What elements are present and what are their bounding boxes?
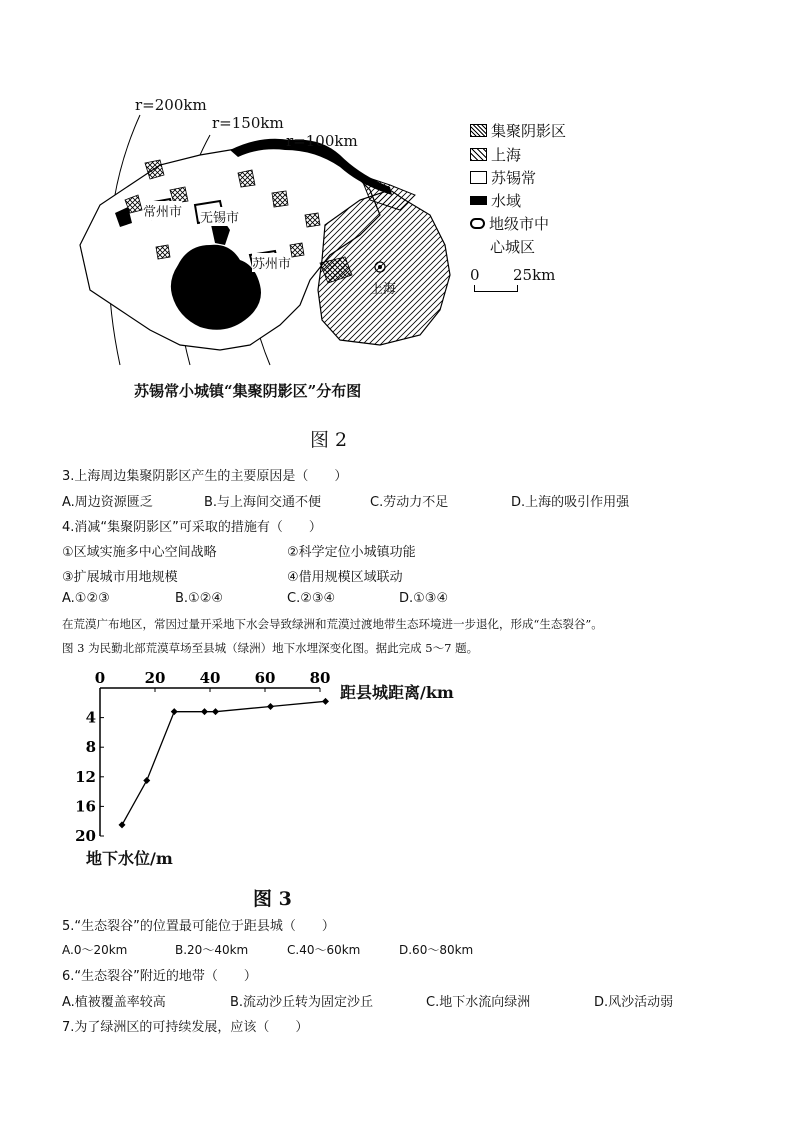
- figure-label: 图 2: [310, 429, 348, 451]
- q4-measure-4: ④借用规模区域联动: [287, 570, 403, 585]
- q4-measure-3: ③扩展城市用地规模: [62, 570, 178, 585]
- radius-label-150: r=150km: [212, 114, 284, 132]
- legend-label: 集聚阴影区: [491, 122, 567, 140]
- q6-option-d[interactable]: D.风沙活动弱: [594, 995, 674, 1010]
- data-point: [267, 703, 274, 710]
- legend-label: 地级市中: [489, 215, 550, 233]
- q3-option-b[interactable]: B.与上海间交通不便: [204, 495, 322, 510]
- blank-swatch: [470, 171, 487, 184]
- city-label-shanghai: 上海: [370, 282, 397, 297]
- city-label-changzhou: 常州市: [143, 201, 182, 220]
- radius-label-200: r=200km: [135, 96, 207, 114]
- y-tick-label: 12: [75, 767, 96, 786]
- chart-y-axis-label: 地下水位/m: [86, 849, 173, 868]
- q5-option-a[interactable]: A.0～20km: [62, 943, 128, 957]
- data-point: [143, 777, 150, 784]
- solid-swatch: [470, 196, 487, 205]
- x-tick-label: 40: [199, 669, 221, 687]
- question-3-stem: 3.上海周边集聚阴影区产生的主要原因是（ ）: [62, 469, 348, 484]
- data-point: [212, 708, 219, 715]
- question-5-stem: 5.“生态裂谷”的位置最可能位于距县城（ ）: [62, 919, 335, 934]
- y-tick-label: 16: [75, 797, 96, 816]
- y-tick-label: 20: [75, 827, 96, 845]
- y-tick-label: 4: [85, 708, 96, 727]
- legend-label: 苏锡常: [491, 169, 537, 187]
- q6-option-a[interactable]: A.植被覆盖率较高: [62, 995, 166, 1010]
- q6-option-c[interactable]: C.地下水流向绿洲: [426, 995, 531, 1010]
- city-label-suzhou: 苏州市: [252, 253, 291, 272]
- radius-label-100: r=100km: [286, 132, 358, 150]
- scale-bar-zero: 0: [470, 266, 480, 284]
- outline-swatch: [470, 218, 485, 229]
- question-4-stem: 4.消减“集聚阴影区”可采取的措施有（ ）: [62, 520, 322, 535]
- chart-x-axis-label: 距县城距离/km: [340, 683, 454, 702]
- chart-figure-label: 图 3: [253, 888, 292, 910]
- data-point: [322, 698, 329, 705]
- passage-line-1: 在荒漠广布地区，常因过量开采地下水会导致绿洲和荒漠过渡地带生态环境进一步退化，形成“生态裂谷”。: [62, 617, 603, 631]
- passage-line-2: 图 3 为民勤北部荒漠草场至县城（绿洲）地下水埋深变化图。据此完成 5～7 题。: [62, 641, 479, 655]
- q4-option-a[interactable]: A.①②③: [62, 591, 110, 606]
- legend-label: 水域: [491, 192, 522, 210]
- q3-option-c[interactable]: C.劳动力不足: [370, 495, 449, 510]
- diagonal-swatch: [470, 148, 487, 161]
- legend-label: 上海: [491, 146, 522, 164]
- scale-bar: [474, 285, 518, 292]
- x-tick-label: 60: [254, 669, 276, 687]
- depth-line: [122, 701, 326, 825]
- question-6-stem: 6.“生态裂谷”附近的地带（ ）: [62, 969, 257, 984]
- legend-item: [470, 144, 521, 165]
- y-tick-label: 8: [85, 738, 96, 757]
- q4-measure-2: ②科学定位小城镇功能: [287, 545, 416, 560]
- q3-option-a[interactable]: A.周边资源匮乏: [62, 495, 153, 510]
- legend-item: [490, 236, 535, 257]
- q4-option-d[interactable]: D.①③④: [399, 591, 449, 606]
- legend-item: [470, 120, 566, 141]
- data-point: [171, 708, 178, 715]
- agglomeration-shadow-map: [60, 95, 460, 375]
- legend-item: [470, 213, 549, 234]
- crosshatch-swatch: [470, 124, 487, 137]
- q5-option-c[interactable]: C.40～60km: [287, 943, 361, 957]
- q4-measure-1: ①区域实施多中心空间战略: [62, 545, 217, 560]
- q6-option-b[interactable]: B.流动沙丘转为固定沙丘: [230, 995, 374, 1010]
- scale-bar-distance: 25km: [513, 266, 556, 284]
- x-tick-label: 20: [144, 669, 166, 687]
- q5-option-d[interactable]: D.60～80km: [399, 943, 474, 957]
- data-point: [119, 821, 126, 828]
- question-7-stem: 7.为了绿洲区的可持续发展，应该（ ）: [62, 1020, 309, 1035]
- q4-option-c[interactable]: C.②③④: [287, 591, 336, 606]
- legend-item: [470, 167, 536, 188]
- legend-label: 心城区: [490, 238, 536, 256]
- x-tick-label: 0: [94, 669, 106, 687]
- q5-option-b[interactable]: B.20～40km: [175, 943, 249, 957]
- legend-item: [470, 190, 521, 211]
- q4-option-b[interactable]: B.①②④: [175, 591, 224, 606]
- x-tick-label: 80: [309, 669, 331, 687]
- data-point: [201, 708, 208, 715]
- map-caption: 苏锡常小城镇“集聚阴影区”分布图: [134, 382, 362, 400]
- city-label-wuxi: 无锡市: [200, 207, 239, 226]
- q3-option-d[interactable]: D.上海的吸引作用强: [511, 495, 630, 510]
